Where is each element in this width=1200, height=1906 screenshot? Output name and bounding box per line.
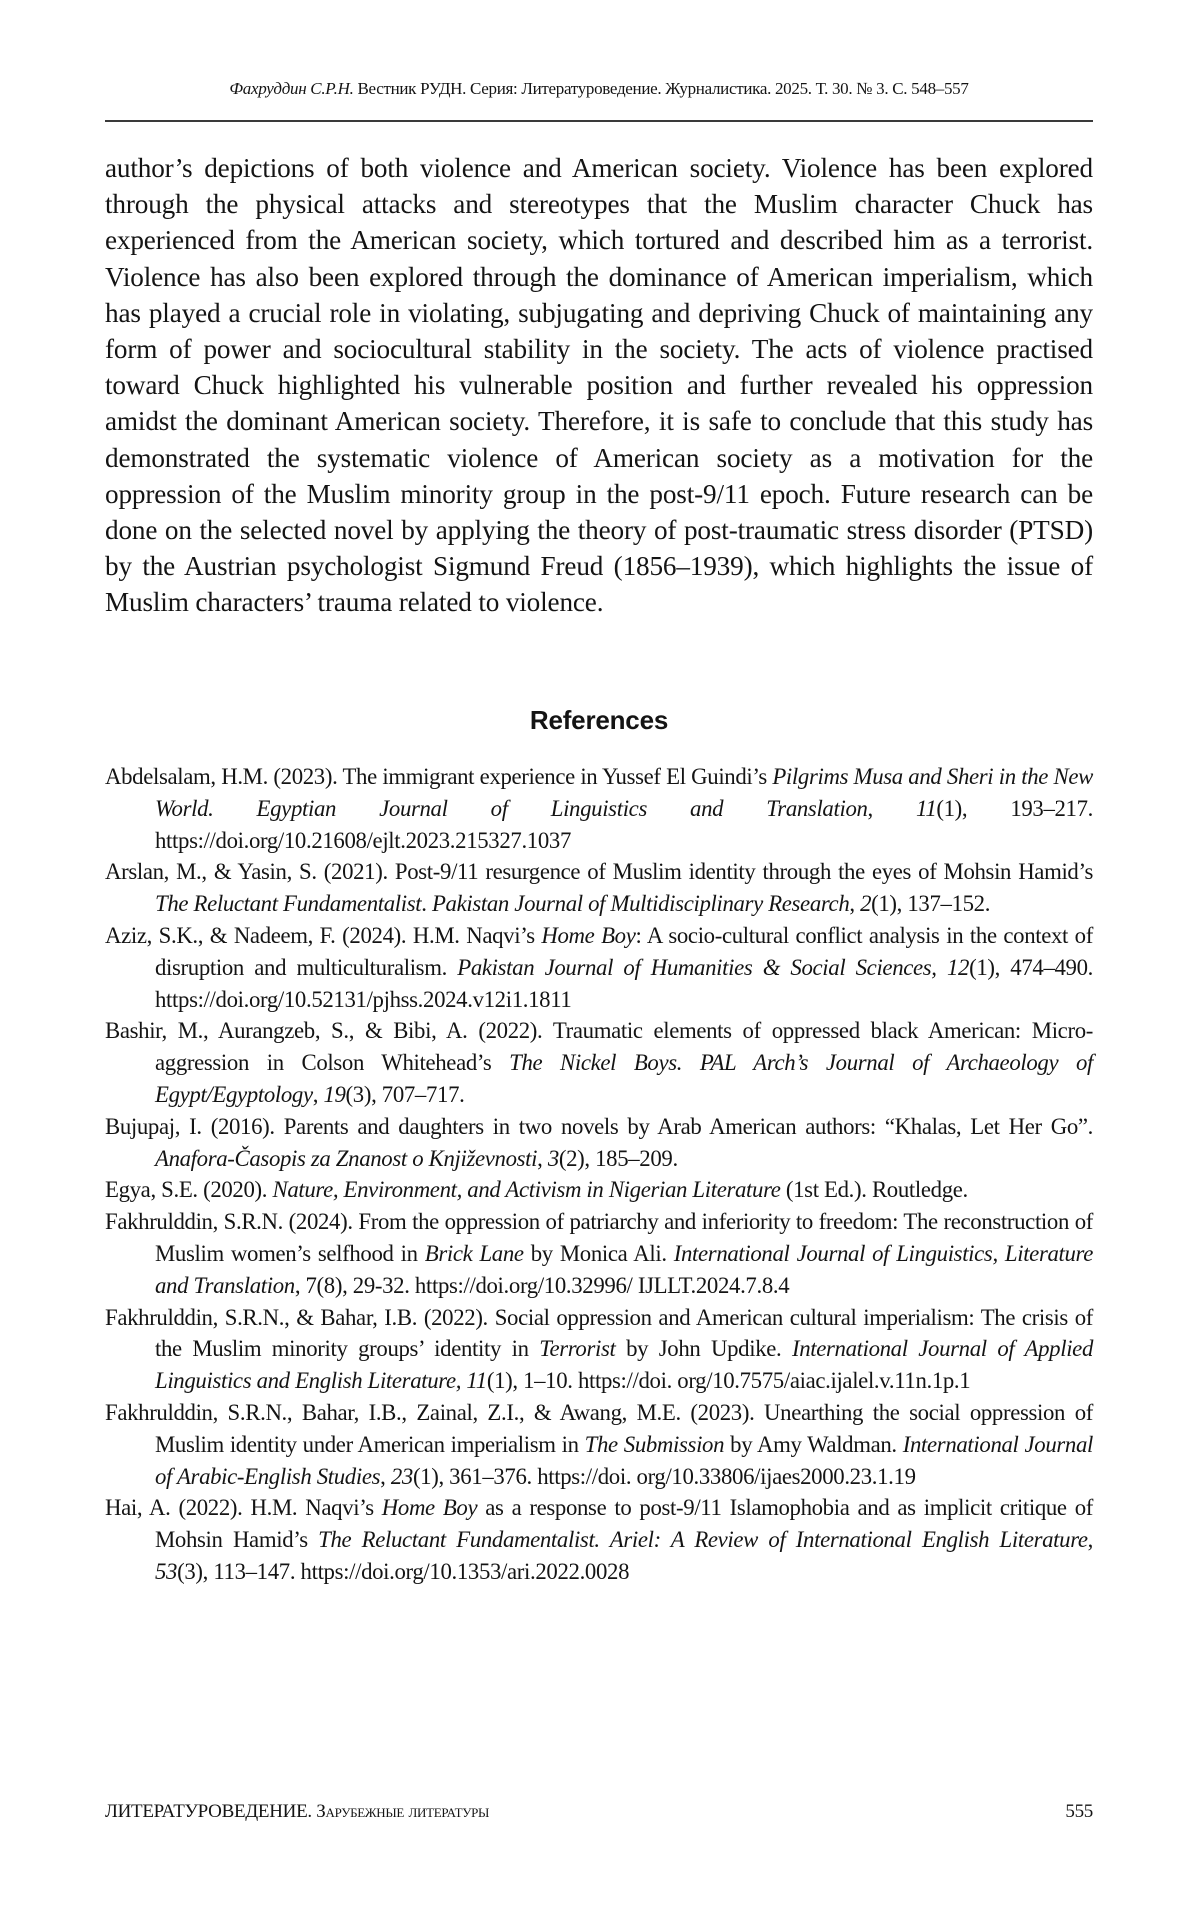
reference-text: by John Updike.	[615, 1336, 792, 1362]
reference-text: Fakhrulddin, S.R.N., Bahar, I.B., Zainal, Z.I., & Awang, M.E. (2023). Unearthing the social oppression of Muslim identity under American imperialism in	[105, 1399, 1093, 1457]
reference-text: Egya, S.E. (2020).	[105, 1177, 273, 1203]
reference-text: (1), 137–152.	[871, 891, 991, 917]
reference-text: (3), 707–717.	[345, 1081, 465, 1107]
running-head-author: Фахруддин С.Р.Н.	[229, 79, 354, 98]
reference-text: (1st Ed.). Routledge.	[780, 1177, 968, 1203]
reference-text: by Monica Ali.	[523, 1240, 674, 1266]
reference-item	[105, 1492, 1093, 1587]
reference-text: .	[421, 891, 432, 917]
reference-italic-text: Home Boy	[381, 1495, 478, 1521]
reference-italic-text: 19	[323, 1081, 346, 1107]
reference-italic-text: Anafora-Časopis za Znanost o Književnosti	[155, 1145, 538, 1171]
reference-item	[105, 1111, 1093, 1175]
reference-italic-text: Home Boy	[541, 922, 636, 948]
reference-text: Fakhrulddin, S.R.N., & Bahar, I.B. (2022). Social oppression and American cultural imperialism: The crisis of the Muslim minority groups’ identity in	[105, 1304, 1093, 1362]
reference-text: ,	[312, 1081, 324, 1107]
reference-italic-text: International Journal of Linguistics, Literature and Translation	[155, 1240, 1093, 1298]
header-rule	[105, 120, 1093, 122]
reference-item	[105, 1015, 1093, 1110]
reference-italic-text: Brick Lane	[424, 1240, 524, 1266]
reference-text: (1), 1–10. https://doi. org/10.7575/aiac.ijalel.v.11n.1p.1	[486, 1368, 971, 1394]
page-number: 555	[1065, 1801, 1093, 1822]
reference-italic-text: Pakistan Journal of Humanities & Social Sciences, 12	[457, 954, 970, 980]
reference-text: : A socio-cultural conflict analysis in the context of disruption and multiculturalism.	[155, 922, 1093, 980]
reference-text: , 7(8), 29-32. https://doi.org/10.32996/ IJLLT.2024.7.8.4	[294, 1272, 790, 1298]
reference-item	[105, 1206, 1093, 1301]
reference-text: Aziz, S.K., & Nadeem, F. (2024). H.M. Naqvi’s	[105, 922, 542, 948]
footer-section-main: ЛИТЕРАТУРОВЕДЕНИЕ.	[105, 1801, 312, 1822]
reference-italic-text: Terrorist	[539, 1336, 616, 1362]
reference-italic-text: 3	[547, 1145, 559, 1171]
reference-italic-text: The Submission	[584, 1431, 725, 1457]
reference-text: ,	[1087, 1527, 1093, 1553]
reference-italic-text: International Journal of Arabic-English Studies	[155, 1431, 1093, 1489]
reference-italic-text: 11	[915, 795, 937, 821]
reference-item	[105, 856, 1093, 920]
reference-text: Bujupaj, I. (2016). Parents and daughters in two novels by Arab American authors: “Khalas, Let Her Go”.	[105, 1113, 1093, 1139]
reference-item	[105, 1302, 1093, 1397]
reference-italic-text: Pakistan Journal of Multidisciplinary Research	[431, 891, 850, 917]
conclusion-paragraph: author’s depictions of both violence and American society. Violence has been explored through the physical attacks and stereotypes that the Muslim character Chuck has experienced from the American society, which tortured and described him as a terrorist. Violence has also been explored through the dominance of American imperialism, which has played a crucial role in violating, subjugating and depriving Chuck of maintaining any form of power and sociocultural stability in the society. The acts of violence practised toward Chuck highlighted his vulnerable position and further revealed his oppression amidst the dominant American society. Therefore, it is safe to conclude that this study has demonstrated the systematic violence of American society as a motivation for the oppression of the Muslim minority group in the post-9/11 epoch. Future research can be done on the selected novel by applying the theory of post-traumatic stress disorder (PTSD) by the Austrian psychologist Sigmund Freud (1856–1939), which highlights the issue of Muslim characters’ trauma related to violence.	[105, 153, 1093, 618]
reference-item	[105, 1397, 1093, 1492]
running-footer	[105, 1799, 1093, 1825]
reference-text: Fakhrulddin, S.R.N. (2024). From the oppression of patriarchy and inferiority to freedom: The reconstruction of Muslim women’s selfhood in	[105, 1209, 1093, 1266]
reference-italic-text: 23	[390, 1463, 413, 1489]
reference-text: by Amy Waldman.	[724, 1431, 903, 1457]
reference-text: ,	[380, 1463, 391, 1489]
reference-text: ,	[849, 891, 861, 917]
reference-text: ,	[537, 1145, 548, 1171]
footer-section-title	[105, 1799, 489, 1825]
reference-italic-text: 53	[155, 1558, 178, 1584]
reference-text: Abdelsalam, H.M. (2023). The immigrant experience in Yussef El Guindi’s	[105, 764, 773, 789]
reference-text: (2), 185–209.	[558, 1145, 678, 1171]
reference-italic-text: The Reluctant Fundamentalist	[155, 891, 422, 917]
reference-item	[105, 1174, 1093, 1206]
reference-italic-text: 2	[860, 891, 872, 917]
footer-section-sub: Зарубежные литературы	[316, 1801, 490, 1822]
reference-item	[105, 920, 1093, 1015]
reference-text: (1), 361–376. https://doi. org/10.33806/ijaes2000.23.1.19	[412, 1463, 916, 1489]
reference-text: Hai, A. (2022). H.M. Naqvi’s	[105, 1495, 382, 1521]
running-head	[105, 78, 1093, 100]
reference-text: (3), 113–147. https://doi.org/10.1353/ari.2022.0028	[177, 1558, 630, 1584]
reference-italic-text: International Journal of Applied Linguistics and English Literature, 11	[155, 1336, 1093, 1394]
reference-italic-text: The Reluctant Fundamentalist. Ariel: A Review of International English Literature	[318, 1527, 1088, 1553]
reference-italic-text: The Nickel Boys. PAL Arch’s Journal of Archaeology of Egypt/Egyptology	[155, 1050, 1093, 1107]
reference-text: Bashir, M., Aurangzeb, S., & Bibi, A. (2022). Traumatic elements of oppressed black American: Micro-aggression in Colson Whitehead’s	[105, 1018, 1093, 1076]
references-list	[105, 761, 1093, 1588]
reference-text: as a response to post-9/11 Islamophobia and as implicit critique of Mohsin Hamid’s	[155, 1495, 1093, 1553]
reference-italic-text: Nature, Environment, and Activism in Nigerian Literature	[272, 1177, 781, 1203]
reference-italic-text: Pilgrims Musa and Sheri in the New World. Egyptian Journal of Linguistics and Translation	[155, 764, 1093, 821]
reference-text: Arslan, M., & Yasin, S. (2021). Post-9/11 resurgence of Muslim identity through the eyes of Mohsin Hamid’s	[105, 859, 1093, 885]
reference-item	[105, 761, 1093, 856]
reference-text: (1), 193–217. https://doi.org/10.21608/ejlt.2023.215327.1037	[155, 795, 1094, 853]
running-head-citation: Вестник РУДН. Серия: Литературоведение. Журналистика. 2025. Т. 30. № 3. С. 548–557	[357, 79, 969, 98]
reference-text: ,	[867, 795, 916, 821]
reference-text: (1), 474–490. https://doi.org/10.52131/pjhss.2024.v12i1.1811	[155, 954, 1093, 1012]
references-heading: References	[529, 705, 669, 735]
